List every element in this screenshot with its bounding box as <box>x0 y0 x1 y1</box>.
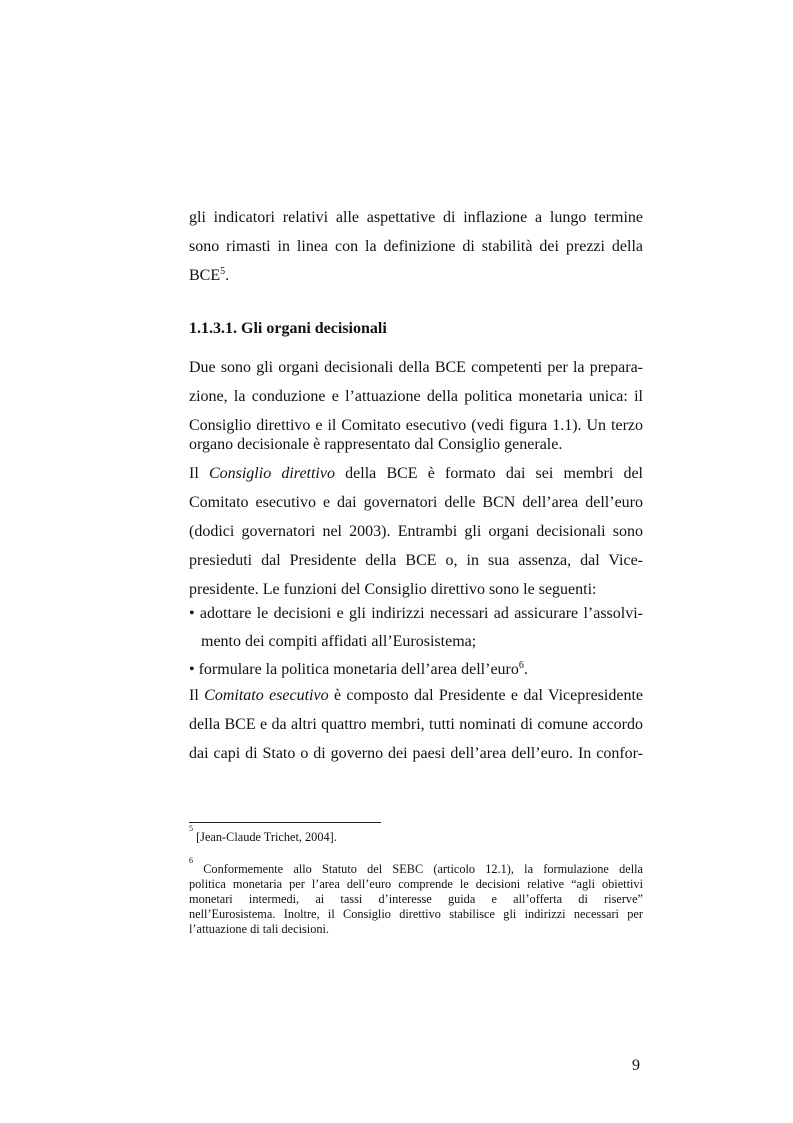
footnote-separator <box>189 822 381 823</box>
italic-term: Consiglio direttivo <box>208 465 335 482</box>
footnote-reference: 6 <box>518 660 524 671</box>
page-number: 9 <box>632 1057 640 1074</box>
footnote-line: nell’Eurosistema. Inoltre, il Consiglio direttivo stabilisce gli indirizzi necessari per <box>189 907 643 921</box>
footnote-reference: 5 <box>220 266 226 277</box>
footnote-line: monetari intermedi, ai tassi d’interesse guida e all’offerta di riserve” <box>189 892 643 906</box>
footnote-6: $^6$ Conformemente allo Statuto del SEBC (articolo 12.1), la formulazione della <box>189 855 643 876</box>
footnote-line: politica monetaria per l’area dell’euro comprende le decisioni relative “agli obiettivi <box>189 877 643 891</box>
body-text-line: (dodici governatori nel 2003). Entrambi gli organi decisionali sono <box>189 523 643 540</box>
footnote-5: $^5$ [Jean-Claude Trichet, 2004]. <box>189 823 337 844</box>
body-text-line: Il Comitato esecutivo è composto dal Presidente e dal Vicepresidente <box>189 687 644 704</box>
body-text-line: presidente. Le funzioni del Consiglio direttivo sono le seguenti: <box>189 581 597 598</box>
body-text-line: sono rimasti in linea con la definizione di stabilità dei prezzi della <box>189 238 643 255</box>
body-text-line: Comitato esecutivo e dai governatori delle BCN dell’area dell’euro <box>189 494 643 511</box>
footnote-line: l’attuazione di tali decisioni. <box>189 922 330 936</box>
body-text-line: Il Consiglio direttivo della BCE è formato dai sei membri del <box>189 465 644 482</box>
body-text-line: della BCE e da altri quattro membri, tutti nominati di comune accordo <box>189 716 643 733</box>
bullet-item: • formulare la politica monetaria dell’area dell’euro$^6$. <box>189 660 528 678</box>
body-text-line: presieduti dal Presidente della BCE o, in sua assenza, dal Vice- <box>189 552 643 569</box>
body-text-line: Consiglio direttivo e il Comitato esecutivo (vedi figura 1.1). Un terzo <box>189 417 643 434</box>
footnote-number: 5 <box>189 823 193 833</box>
body-text-line: gli indicatori relativi alle aspettative di inflazione a lungo termine <box>189 209 643 226</box>
section-heading: 1.1.3.1. Gli organi decisionali <box>189 320 387 337</box>
body-text-line: Due sono gli organi decisionali della BCE competenti per la prepara- <box>189 359 643 376</box>
bullet-item-continuation: mento dei compiti affidati all’Eurosistema; <box>201 633 477 650</box>
italic-term: Comitato esecutivo <box>204 687 329 704</box>
body-text-line: zione, la conduzione e l’attuazione della politica monetaria unica: il <box>189 388 643 405</box>
footnote-number: 6 <box>189 855 193 865</box>
body-text-line: BCE$^5$. <box>189 266 230 284</box>
body-text-line: dai capi di Stato o di governo dei paesi dell’area dell’euro. In confor- <box>189 745 643 762</box>
body-text-line: organo decisionale è rappresentato dal Consiglio generale. <box>189 436 563 453</box>
bullet-item: • adottare le decisioni e gli indirizzi necessari ad assicurare l’assolvi- <box>189 605 643 622</box>
